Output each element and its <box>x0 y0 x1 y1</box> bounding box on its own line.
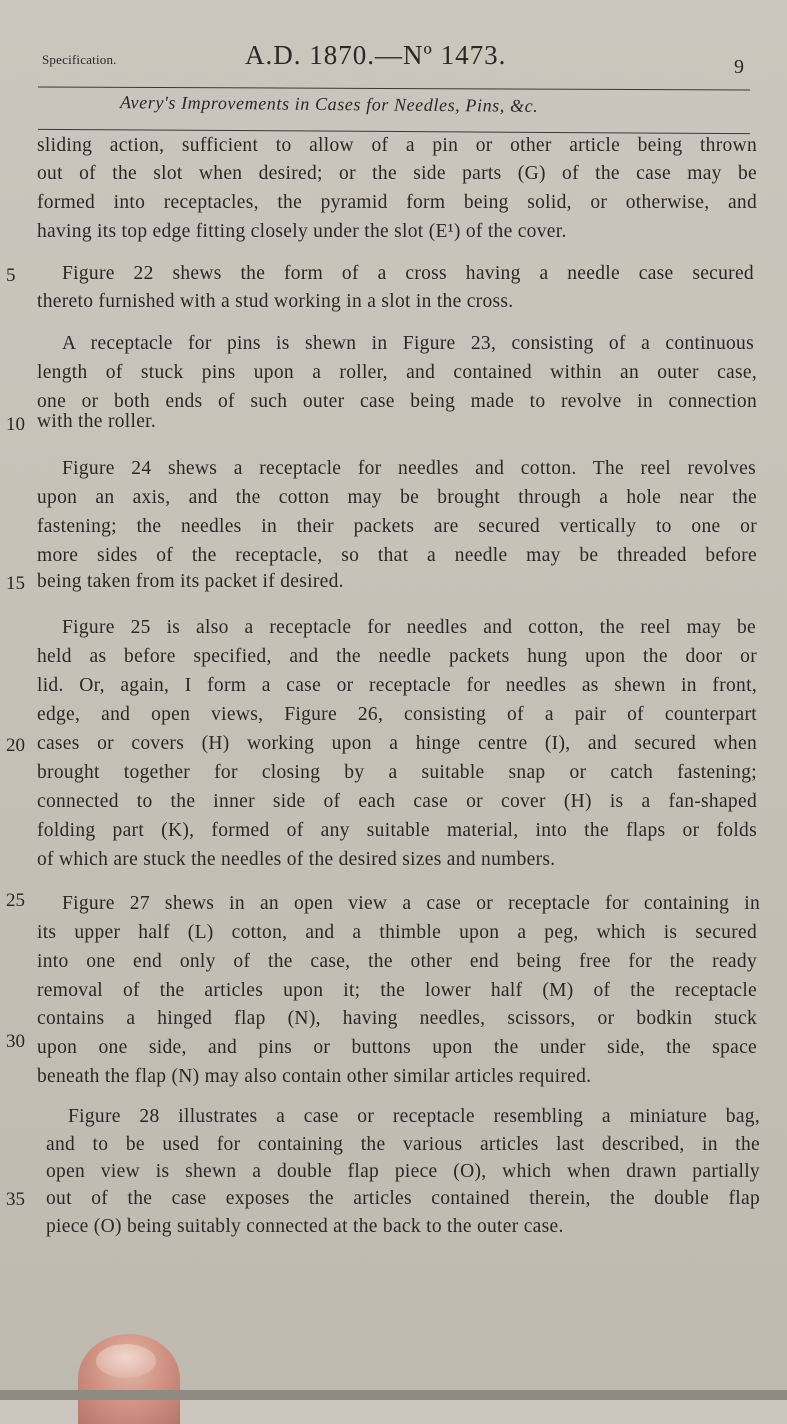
text-line: its upper half (L) cotton, and a thimble upon a peg, which is secured <box>37 922 757 943</box>
text-line: being taken from its packet if desired. <box>37 571 344 592</box>
text-line: connected to the inner side of each case or cover (H) is a fan-shaped <box>37 791 757 812</box>
text-line: fastening; the needles in their packets are secured vertically to one or <box>37 516 757 537</box>
text-line: one or both ends of such outer case being made to revolve in connection <box>37 391 757 412</box>
thumbnail-fingernail <box>96 1344 156 1378</box>
text-line: brought together for closing by a suitable snap or catch fastening; <box>37 762 757 783</box>
header-specification-label: Specification. <box>42 52 117 67</box>
header-patent-number: A.D. 1870.—Nº 1473. <box>245 40 507 70</box>
text-line: Figure 28 illustrates a case or receptacle resembling a miniature bag, <box>68 1106 760 1127</box>
text-line: length of stuck pins upon a roller, and contained within an outer case, <box>37 362 757 383</box>
text-line: A receptacle for pins is shewn in Figure 23, consisting of a continuous <box>62 333 754 354</box>
running-title: Avery's Improvements in Cases for Needles, Pins, &c. <box>119 92 539 116</box>
text-line: with the roller. <box>37 411 157 432</box>
header-rule-top <box>38 86 750 90</box>
text-line: beneath the flap (N) may also contain other similar articles required. <box>37 1066 592 1087</box>
line-number: 35 <box>6 1189 25 1210</box>
line-number: 15 <box>6 573 25 594</box>
text-line: lid. Or, again, I form a case or receptacle for needles as shewn in front, <box>37 675 757 696</box>
page-number: 9 <box>734 56 744 78</box>
text-line: open view is shewn a double flap piece (O), which when drawn partially <box>46 1161 760 1182</box>
page-bottom-edge <box>0 1390 787 1400</box>
text-line: Figure 22 shews the form of a cross having a needle case secured <box>62 263 754 284</box>
line-number: 20 <box>6 735 25 756</box>
text-line: Figure 25 is also a receptacle for needles and cotton, the reel may be <box>62 617 756 638</box>
text-line: formed into receptacles, the pyramid form being solid, or otherwise, and <box>37 192 757 213</box>
text-line: out of the case exposes the articles contained therein, the double flap <box>46 1188 760 1209</box>
text-line: thereto furnished with a stud working in a slot in the cross. <box>37 291 514 312</box>
text-line: piece (O) being suitably connected at the back to the outer case. <box>46 1216 564 1237</box>
text-line: and to be used for containing the various articles last described, in the <box>46 1134 760 1155</box>
text-line: contains a hinged flap (N), having needles, scissors, or bodkin stuck <box>37 1008 757 1029</box>
text-line: into one end only of the case, the other end being free for the ready <box>37 951 757 972</box>
text-line: of which are stuck the needles of the desired sizes and numbers. <box>37 849 556 870</box>
text-line: folding part (K), formed of any suitable material, into the flaps or folds <box>37 820 757 841</box>
line-number: 5 <box>6 265 16 286</box>
text-line: cases or covers (H) working upon a hinge centre (I), and secured when <box>37 733 757 754</box>
text-line: upon an axis, and the cotton may be brought through a hole near the <box>37 487 757 508</box>
text-line: Figure 27 shews in an open view a case or receptacle for containing in <box>62 893 760 914</box>
text-line: upon one side, and pins or buttons upon the under side, the space <box>37 1037 757 1058</box>
text-line: Figure 24 shews a receptacle for needles and cotton. The reel revolves <box>62 458 756 479</box>
text-line: having its top edge fitting closely under the slot (E¹) of the cover. <box>37 221 567 242</box>
text-line: held as before specified, and the needle packets hung upon the door or <box>37 646 757 667</box>
header-rule-bottom <box>38 129 750 134</box>
text-line: edge, and open views, Figure 26, consisting of a pair of counterpart <box>37 704 757 725</box>
text-line: more sides of the receptacle, so that a needle may be threaded before <box>37 545 757 566</box>
line-number: 25 <box>6 890 25 911</box>
text-line: out of the slot when desired; or the side parts (G) of the case may be <box>37 163 757 184</box>
line-number: 10 <box>6 414 25 435</box>
text-line: removal of the articles upon it; the lower half (M) of the receptacle <box>37 980 757 1001</box>
text-line: sliding action, sufficient to allow of a pin or other article being thrown <box>37 135 757 156</box>
line-number: 30 <box>6 1031 25 1052</box>
